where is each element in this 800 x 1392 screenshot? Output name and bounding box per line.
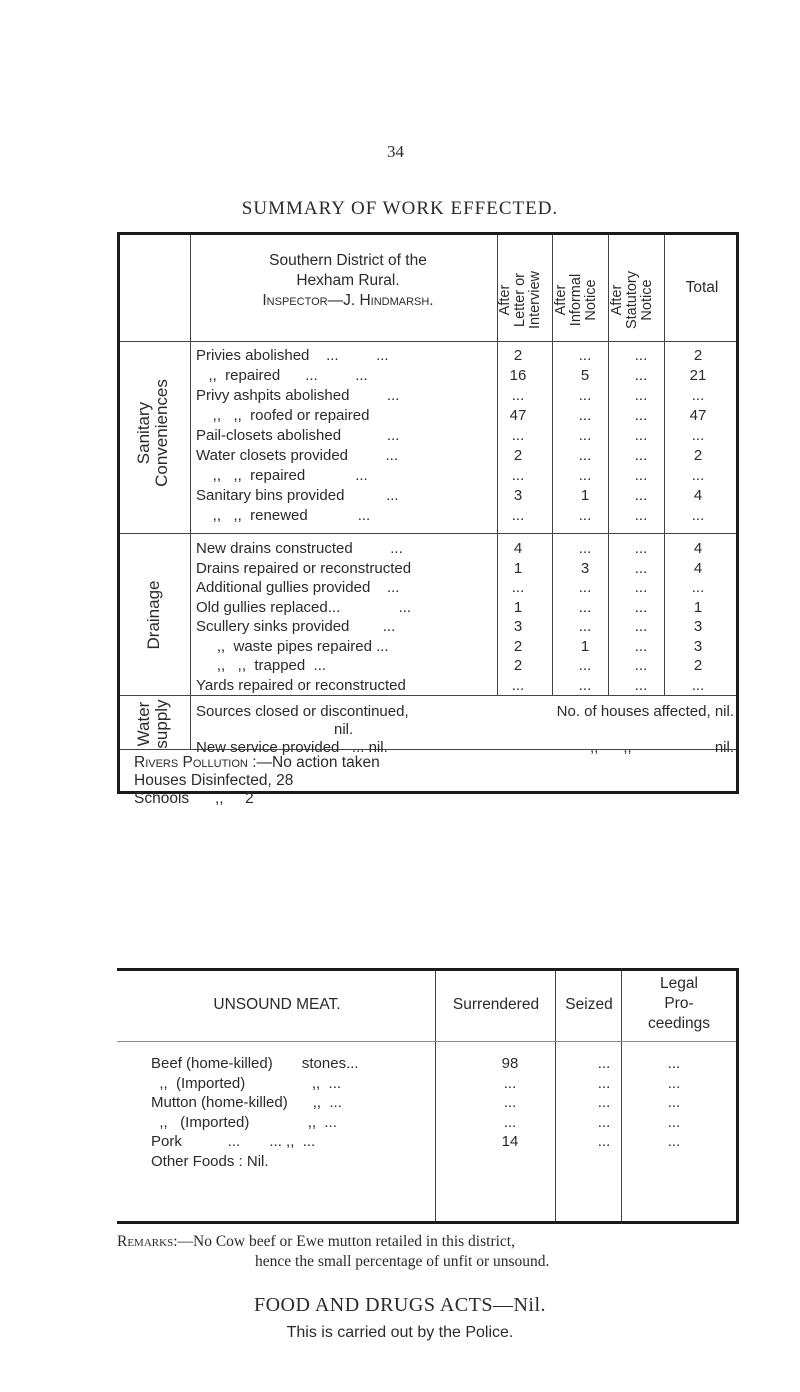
cell-after-letter: 2 <box>513 347 523 364</box>
cell-surrendered: 98 <box>501 1055 519 1072</box>
cell-total: ... <box>691 579 705 596</box>
row-label: Pork ... ... ,, ... <box>151 1133 316 1150</box>
table-row <box>117 1094 739 1112</box>
cell-after-statutory: ... <box>634 657 648 674</box>
cell-after-letter: 4 <box>513 540 523 557</box>
table-row <box>120 638 742 656</box>
cell-after-letter: ... <box>511 387 525 404</box>
table-row <box>117 1133 739 1151</box>
cell-after-informal: ... <box>578 467 592 484</box>
cell-total: ... <box>691 387 705 404</box>
table-row <box>120 387 742 405</box>
water-sources-nil: nil. <box>334 721 354 738</box>
table-row <box>120 347 742 365</box>
cell-total: ... <box>691 507 705 524</box>
cell-after-statutory: ... <box>634 347 648 364</box>
row-label: Privies abolished ... ... <box>196 347 389 364</box>
table-row <box>117 1153 739 1171</box>
table-row <box>117 1114 739 1132</box>
unsound-meat-table <box>117 968 739 1224</box>
cell-after-letter: ... <box>511 579 525 596</box>
cell-total: 1 <box>693 598 703 616</box>
cell-surrendered: ... <box>503 1074 517 1092</box>
cell-total: 3 <box>693 618 703 635</box>
work-summary-table <box>117 232 739 807</box>
cell-after-statutory: ... <box>634 598 648 616</box>
cell-after-statutory: ... <box>634 579 648 596</box>
table-row <box>120 579 742 597</box>
cell-surrendered: ... <box>503 1113 517 1131</box>
cell-after-statutory: ... <box>634 540 648 557</box>
cell-after-letter: 1 <box>513 559 523 577</box>
cell-legal: ... <box>667 1055 681 1072</box>
row-label: ,, waste pipes repaired ... <box>196 637 389 655</box>
table-row <box>120 367 742 385</box>
cell-legal: ... <box>667 1113 681 1131</box>
cell-total: 3 <box>693 637 703 655</box>
cell-after-statutory: ... <box>634 676 648 694</box>
cell-surrendered: ... <box>503 1094 517 1111</box>
cell-seized: ... <box>597 1055 611 1072</box>
cell-after-letter: 16 <box>509 367 527 384</box>
cell-after-letter: ... <box>511 427 525 444</box>
row-label: ,, repaired ... ... <box>196 367 368 384</box>
table-row <box>120 427 742 445</box>
cell-after-letter: 3 <box>513 487 523 504</box>
table-row <box>120 407 742 425</box>
table-header-title: Southern District of the Hexham Rural. Inspector—J. Hindmarsh. <box>262 252 434 309</box>
table-row <box>120 599 742 617</box>
divider <box>120 695 736 696</box>
cell-after-statutory: ... <box>634 559 648 577</box>
cell-after-statutory: ... <box>634 487 648 504</box>
row-label: ,, (Imported) ,, ... <box>151 1113 337 1131</box>
row-label: ,, ,, trapped ... <box>196 657 327 674</box>
row-label: Yards repaired or reconstructed <box>196 676 406 694</box>
row-label: Old gullies replaced... ... <box>196 598 412 616</box>
cell-after-informal: ... <box>578 540 592 557</box>
cell-after-statutory: ... <box>634 407 648 424</box>
cell-after-statutory: ... <box>634 427 648 444</box>
row-label: Drains repaired or reconstructed <box>196 559 412 577</box>
cell-total: 4 <box>693 540 703 557</box>
cell-legal: ... <box>667 1074 681 1092</box>
cell-after-letter: 1 <box>513 598 523 616</box>
cell-after-letter: 2 <box>513 637 523 655</box>
table-row <box>120 447 742 465</box>
cell-after-informal: ... <box>578 657 592 674</box>
row-label: Water closets provided ... <box>196 447 399 464</box>
divider <box>117 1041 736 1042</box>
cell-after-statutory: ... <box>634 467 648 484</box>
cell-after-informal: ... <box>578 347 592 364</box>
rivers-pollution-line: Rivers Pollution :—No action taken <box>134 754 380 771</box>
remarks <box>117 1232 737 1272</box>
table-row <box>120 677 742 695</box>
table-row <box>120 540 742 558</box>
food-drugs-title: FOOD AND DRUGS ACTS—Nil. <box>253 1294 547 1316</box>
cell-total: 47 <box>689 407 707 424</box>
cell-total: 21 <box>689 367 707 384</box>
cell-after-informal: 3 <box>580 559 590 577</box>
cell-surrendered: 14 <box>501 1133 519 1150</box>
cell-total: 4 <box>693 487 703 504</box>
row-label: Additional gullies provided ... <box>196 579 400 596</box>
cell-after-letter: 2 <box>513 657 523 674</box>
cell-after-informal: ... <box>578 447 592 464</box>
remarks-line-1: :—No Cow beef or Ewe mutton retailed in this district, <box>173 1233 515 1250</box>
cell-total: 2 <box>693 347 703 364</box>
cell-legal: ... <box>667 1094 681 1111</box>
cell-after-informal: ... <box>578 676 592 694</box>
cell-after-informal: 1 <box>580 487 590 504</box>
cell-after-informal: ... <box>578 427 592 444</box>
cell-after-letter: ... <box>511 676 525 694</box>
table-row <box>117 1075 739 1093</box>
cell-after-statutory: ... <box>634 637 648 655</box>
row-label: Privy ashpits abolished ... <box>196 387 400 404</box>
cell-total: ... <box>691 676 705 694</box>
water-houses-affected: No. of houses affected, nil. <box>556 703 734 720</box>
meat-title: UNSOUND MEAT. <box>213 996 341 1013</box>
cell-total: ... <box>691 467 705 484</box>
column-header-informal: After Informal Notice <box>553 273 599 327</box>
cell-total: 4 <box>693 559 703 577</box>
cell-after-statutory: ... <box>634 507 648 524</box>
cell-after-informal: ... <box>578 598 592 616</box>
cell-after-statutory: ... <box>634 367 648 384</box>
cell-seized: ... <box>597 1113 611 1131</box>
cell-total: ... <box>691 427 705 444</box>
cell-after-letter: 47 <box>509 407 527 424</box>
column-header-letter: After Letter or Interview <box>497 270 543 330</box>
remarks-line-2: hence the small percentage of unfit or unsound. <box>255 1253 550 1270</box>
cell-after-letter: 2 <box>513 447 523 464</box>
group-label-water: Water supply <box>134 699 171 749</box>
table-row <box>120 657 742 675</box>
water-new-service: New service provided ... nil. <box>196 739 388 756</box>
row-label: Pail-closets abolished ... <box>196 427 400 444</box>
column-header-statutory: After Statutory Notice <box>609 270 655 330</box>
table-row <box>120 507 742 525</box>
cell-after-letter: ... <box>511 507 525 524</box>
row-label: Other Foods : Nil. <box>151 1152 269 1170</box>
column-header-seized: Seized <box>565 996 613 1013</box>
row-label: Beef (home-killed) stones... <box>151 1055 359 1072</box>
page-number: 34 <box>387 142 404 161</box>
cell-after-informal: ... <box>578 387 592 404</box>
table-row <box>120 467 742 485</box>
water-new-service-nil: nil. <box>714 739 734 756</box>
cell-seized: ... <box>597 1133 611 1150</box>
row-label: Mutton (home-killed) ,, ... <box>151 1094 342 1111</box>
row-label: Scullery sinks provided ... <box>196 618 396 635</box>
cell-after-informal: ... <box>578 507 592 524</box>
cell-after-letter: ... <box>511 467 525 484</box>
cell-total: 2 <box>693 447 703 464</box>
cell-after-letter: 3 <box>513 618 523 635</box>
column-header-surrendered: Surrendered <box>452 996 540 1013</box>
water-sources-closed: Sources closed or discontinued, <box>196 703 409 720</box>
food-drugs-note: This is carried out by the Police. <box>286 1324 514 1341</box>
row-label: New drains constructed ... <box>196 540 403 557</box>
row-label: Sanitary bins provided ... <box>196 487 399 504</box>
row-label: ,, (Imported) ,, ... <box>151 1074 342 1092</box>
divider <box>120 533 736 534</box>
cell-after-statutory: ... <box>634 618 648 635</box>
table-row <box>120 618 742 636</box>
cell-after-statutory: ... <box>634 447 648 464</box>
table-row <box>120 560 742 578</box>
houses-disinfected: Houses Disinfected, 28 <box>134 772 294 789</box>
cell-after-informal: ... <box>578 579 592 596</box>
column-header-legal: Legal Pro- ceedings <box>647 975 711 1032</box>
schools-disinfected: Schools ,, 2 <box>134 790 254 807</box>
page-title: SUMMARY OF WORK EFFECTED. <box>241 198 559 219</box>
cell-after-informal: 5 <box>580 367 590 384</box>
cell-after-informal: ... <box>578 407 592 424</box>
table-row <box>117 1055 739 1073</box>
cell-total: 2 <box>693 657 703 674</box>
group-label-sanitary: Sanitary Conveniences <box>134 379 171 487</box>
column-header-total: Total <box>685 279 719 296</box>
cell-after-informal: ... <box>578 618 592 635</box>
table-row <box>120 487 742 505</box>
cell-after-statutory: ... <box>634 387 648 404</box>
row-label: ,, ,, renewed ... <box>196 507 371 524</box>
remarks-label: Remarks <box>117 1233 174 1250</box>
water-ditto-marks: ,, ,, <box>590 739 632 756</box>
row-label: ,, ,, repaired ... <box>196 467 368 484</box>
group-label-drainage: Drainage <box>144 580 163 650</box>
cell-seized: ... <box>597 1094 611 1111</box>
cell-legal: ... <box>667 1133 681 1150</box>
row-label: ,, ,, roofed or repaired <box>196 407 370 424</box>
cell-after-informal: 1 <box>580 637 590 655</box>
cell-seized: ... <box>597 1074 611 1092</box>
